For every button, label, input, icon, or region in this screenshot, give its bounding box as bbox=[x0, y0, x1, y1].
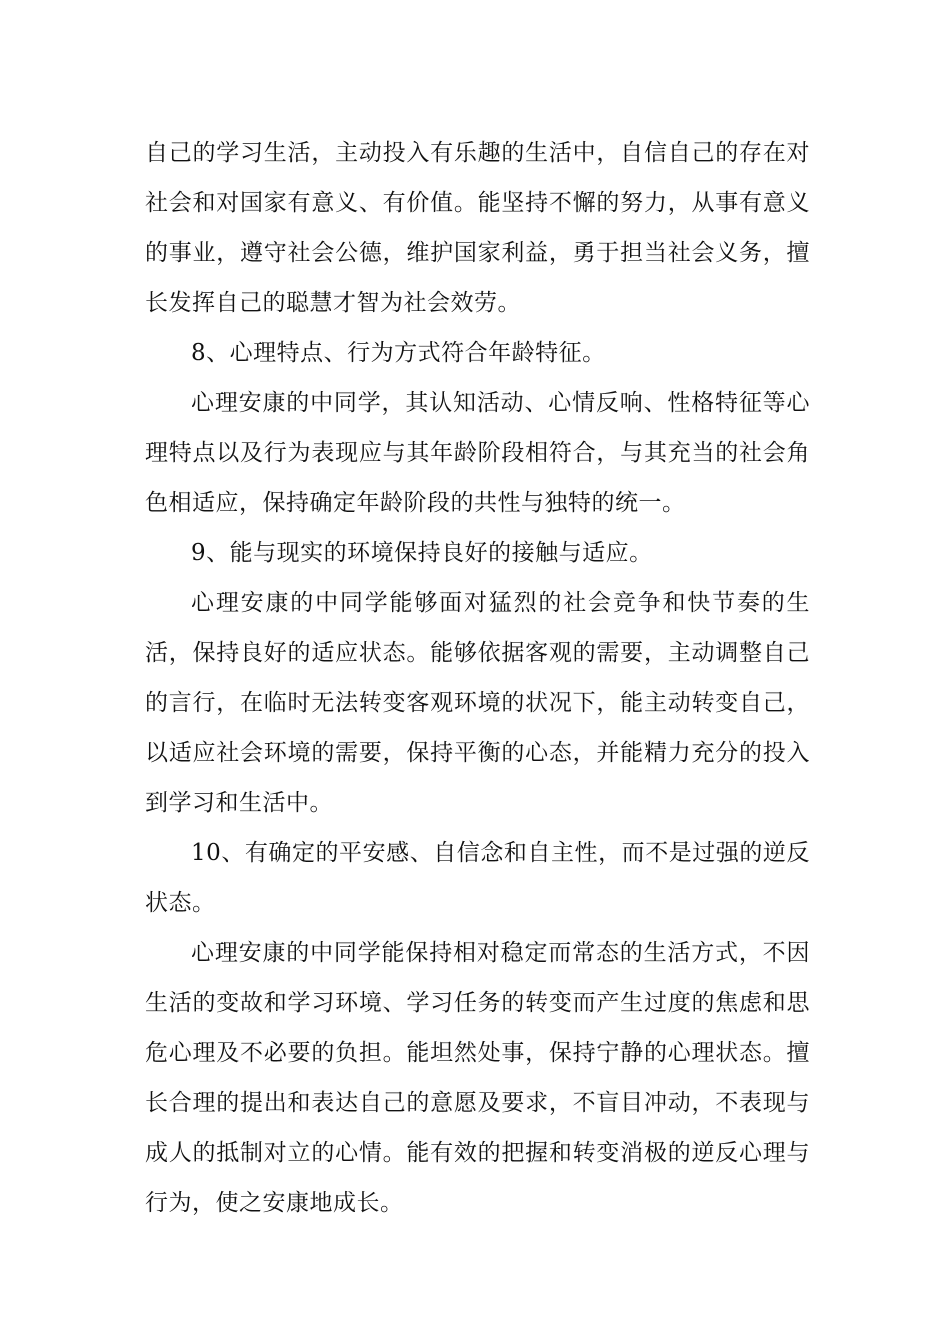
section-heading-10: 10、有确定的平安感、自信念和自主性，而不是过强的逆反状态。 bbox=[145, 840, 810, 916]
document-body bbox=[145, 128, 810, 1228]
section-heading-8: 8、心理特点、行为方式符合年龄特征。 bbox=[191, 340, 606, 366]
paragraph-section-9: 心理安康的中同学能够面对猛烈的社会竞争和快节奏的生活，保持良好的适应状态。能够依据客观的需要，主动调整自己的言行，在临时无法转变客观环境的状况下，能主动转变自己，以适应社会环境的需要，保持平衡的心态，并能精力充分的投入到学习和生活中。 bbox=[145, 590, 810, 816]
section-heading-9: 9、能与现实的环境保持良好的接触与适应。 bbox=[191, 540, 653, 566]
paragraph-continuation: 自己的学习生活，主动投入有乐趣的生活中，自信自己的存在对社会和对国家有意义、有价值。能坚持不懈的努力，从事有意义的事业，遵守社会公德，维护国家利益，勇于担当社会义务，擅长发挥自己的聪慧才智为社会效劳。 bbox=[145, 140, 810, 316]
paragraph-section-10: 心理安康的中同学能保持相对稳定而常态的生活方式，不因生活的变故和学习环境、学习任务的转变而产生过度的焦虑和思危心理及不必要的负担。能坦然处事，保持宁静的心理状态。擅长合理的提出和表达自己的意愿及要求，不盲目冲动，不表现与成人的抵制对立的心情。能有效的把握和转变消极的逆反心理与行为，使之安康地成长。 bbox=[145, 940, 810, 1216]
paragraph-section-8: 心理安康的中同学，其认知活动、心情反响、性格特征等心理特点以及行为表现应与其年龄阶段相符合，与其充当的社会角色相适应，保持确定年龄阶段的共性与独特的统一。 bbox=[145, 390, 810, 516]
